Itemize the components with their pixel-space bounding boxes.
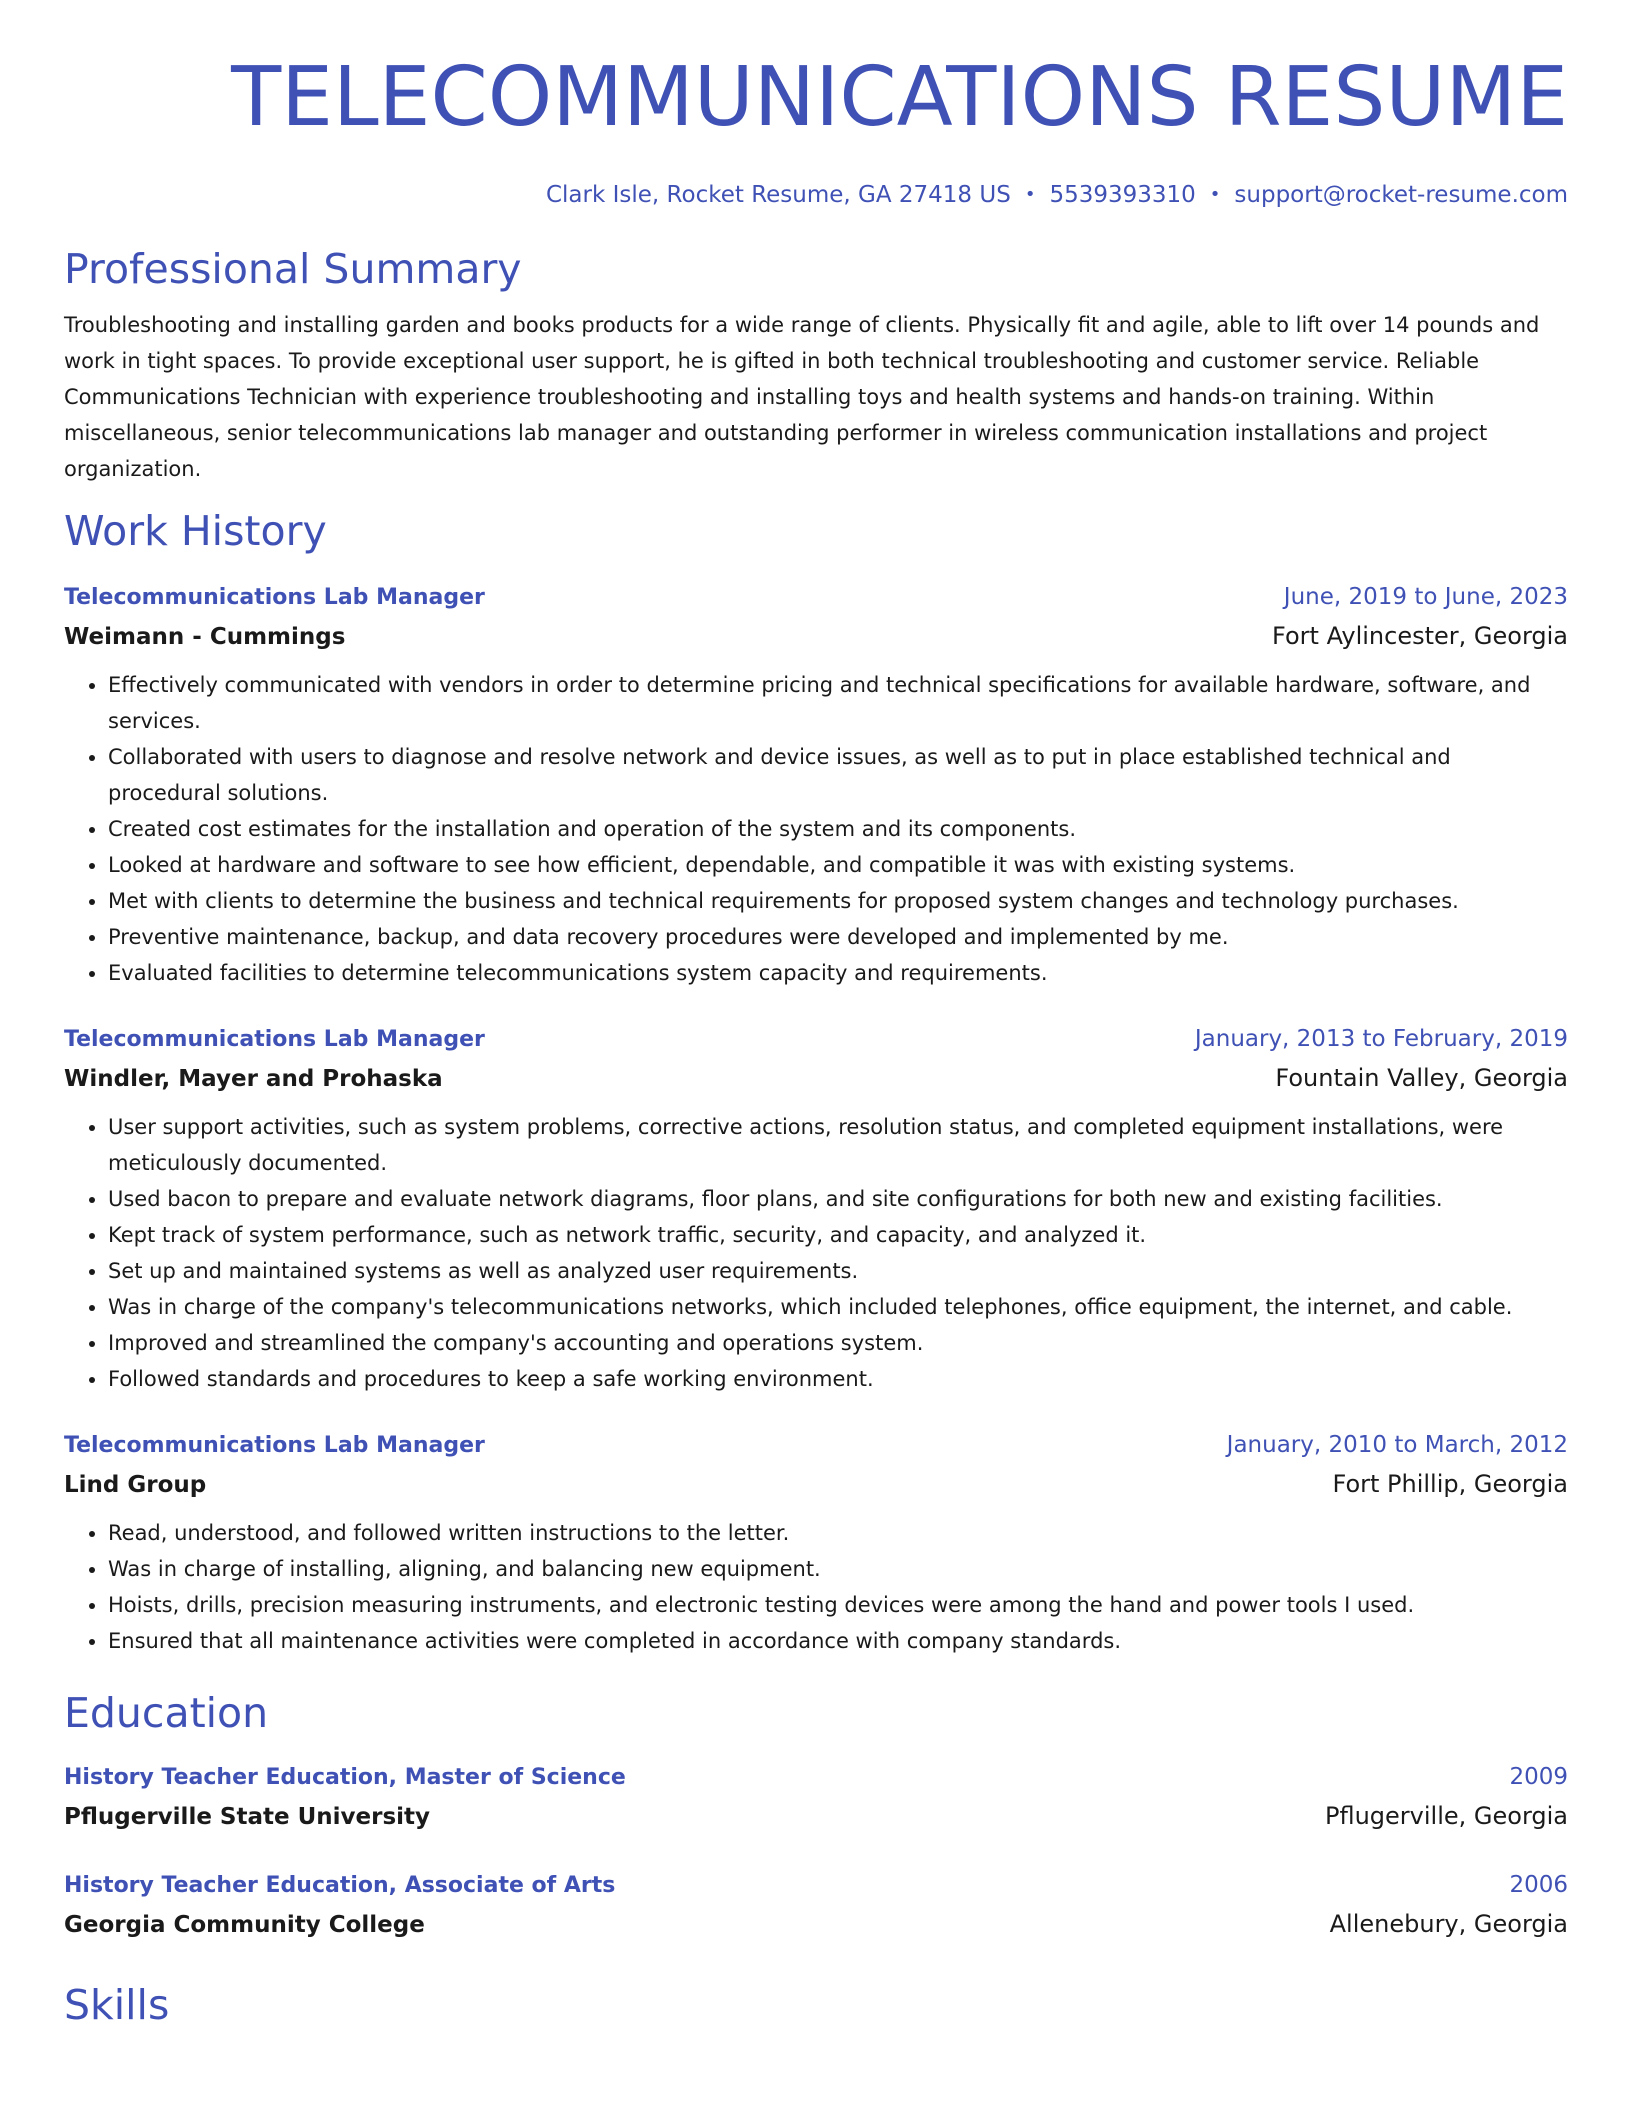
school-name: Georgia Community College <box>64 1912 425 1938</box>
degree-title: History Teacher Education, Master of Science <box>64 1765 626 1790</box>
job-company-row <box>64 1058 1568 1099</box>
job-title: Telecommunications Lab Manager <box>64 1433 485 1458</box>
job-bullet: • Used bacon to prepare and evaluate network diagrams, floor plans, and site configurations for both new and existing facilities. <box>108 1181 1568 1217</box>
job-location: Fort Phillip, Georgia <box>1332 1470 1568 1498</box>
education-section <box>64 1687 1568 1945</box>
school-location: Allenebury, Georgia <box>1329 1910 1568 1938</box>
job-bullet-list <box>64 667 1568 991</box>
education-entry <box>64 1867 1568 1945</box>
degree-title: History Teacher Education, Associate of Arts <box>64 1873 616 1898</box>
job-entry <box>64 1427 1568 1659</box>
job-bullet: • Read, understood, and followed written instructions to the letter. <box>108 1515 1568 1551</box>
section-heading-work: Work History <box>64 507 327 555</box>
bullet-separator: • <box>1209 184 1221 205</box>
job-company: Lind Group <box>64 1472 207 1498</box>
job-title: Telecommunications Lab Manager <box>64 1027 485 1052</box>
job-location: Fountain Valley, Georgia <box>1275 1064 1568 1092</box>
job-bullet: • Effectively communicated with vendors in order to determine pricing and technical specifications for available hardware, software, and services. <box>108 667 1568 739</box>
job-title-row <box>64 579 1568 616</box>
school-row <box>64 1796 1568 1837</box>
summary-text: Troubleshooting and installing garden and books products for a wide range of clients. Physically fit and agile, able to lift over 14 pounds and work in tight spaces. To provide exceptional user support, he is gifted in both technical troubleshooting and customer service. Reliable Communications Technician with experience troubleshooting and installing toys and health systems and hands-on training. Within miscellaneous, senior telecommunications lab manager and outstanding performer in wireless communication installations and project organization. <box>64 313 1540 481</box>
education-entry <box>64 1759 1568 1837</box>
contact-email[interactable]: support@rocket-resume.com <box>1234 182 1568 208</box>
job-bullet: • Looked at hardware and software to see how efficient, dependable, and compatible it was with existing systems. <box>108 847 1568 883</box>
degree-row <box>64 1759 1568 1796</box>
resume-header <box>64 0 1568 210</box>
job-bullet: • Kept track of system performance, such as network traffic, security, and capacity, and analyzed it. <box>108 1217 1568 1253</box>
graduation-year: 2009 <box>1509 1764 1568 1790</box>
degree-row <box>64 1867 1568 1904</box>
job-title-row <box>64 1021 1568 1058</box>
job-bullet: • User support activities, such as system problems, corrective actions, resolution status, and completed equipment installations, were meticulously documented. <box>108 1109 1568 1181</box>
job-company-row <box>64 616 1568 657</box>
school-row <box>64 1904 1568 1945</box>
section-heading-summary: Professional Summary <box>64 245 522 293</box>
job-company: Windler, Mayer and Prohaska <box>64 1066 443 1092</box>
contact-line <box>64 180 1568 210</box>
section-heading-education: Education <box>64 1689 269 1737</box>
resume-title: TELECOMMUNICATIONS RESUME <box>231 50 1568 145</box>
job-bullet: • Preventive maintenance, backup, and data recovery procedures were developed and implemented by me. <box>108 919 1568 955</box>
school-location: Pflugerville, Georgia <box>1325 1802 1568 1830</box>
job-bullet: • Was in charge of installing, aligning, and balancing new equipment. <box>108 1551 1568 1587</box>
job-location: Fort Aylincester, Georgia <box>1272 622 1568 650</box>
job-bullet: • Set up and maintained systems as well as analyzed user requirements. <box>108 1253 1568 1289</box>
job-bullet: • Ensured that all maintenance activities were completed in accordance with company standards. <box>108 1623 1568 1659</box>
job-dates: January, 2010 to March, 2012 <box>1226 1432 1568 1458</box>
job-company: Weimann - Cummings <box>64 624 346 650</box>
job-dates: January, 2013 to February, 2019 <box>1194 1026 1568 1052</box>
job-bullet-list <box>64 1515 1568 1659</box>
school-name: Pflugerville State University <box>64 1804 431 1830</box>
job-bullet: • Followed standards and procedures to keep a safe working environment. <box>108 1361 1568 1397</box>
section-heading-skills: Skills <box>64 1981 170 2029</box>
professional-summary-section <box>64 243 1568 487</box>
job-bullet: • Improved and streamlined the company's accounting and operations system. <box>108 1325 1568 1361</box>
job-bullet: • Was in charge of the company's telecommunications networks, which included telephones, office equipment, the internet, and cable. <box>108 1289 1568 1325</box>
job-bullet: • Met with clients to determine the business and technical requirements for proposed system changes and technology purchases. <box>108 883 1568 919</box>
contact-address: Clark Isle, Rocket Resume, GA 27418 US <box>545 182 1011 208</box>
job-entry <box>64 579 1568 991</box>
work-history-section <box>64 505 1568 1659</box>
job-company-row <box>64 1464 1568 1505</box>
job-title: Telecommunications Lab Manager <box>64 585 485 610</box>
job-title-row <box>64 1427 1568 1464</box>
job-bullet: • Evaluated facilities to determine telecommunications system capacity and requirements. <box>108 955 1568 991</box>
job-bullet-list <box>64 1109 1568 1397</box>
skills-section <box>64 1979 1568 2031</box>
job-bullet: • Collaborated with users to diagnose and resolve network and device issues, as well as to put in place established technical and procedural solutions. <box>108 739 1568 811</box>
job-bullet: • Hoists, drills, precision measuring instruments, and electronic testing devices were among the hand and power tools I used. <box>108 1587 1568 1623</box>
job-dates: June, 2019 to June, 2023 <box>1283 584 1568 610</box>
job-bullet: • Created cost estimates for the installation and operation of the system and its components. <box>108 811 1568 847</box>
bullet-separator: • <box>1024 184 1036 205</box>
graduation-year: 2006 <box>1509 1872 1568 1898</box>
job-entry <box>64 1021 1568 1397</box>
contact-phone: 5539393310 <box>1049 182 1196 208</box>
